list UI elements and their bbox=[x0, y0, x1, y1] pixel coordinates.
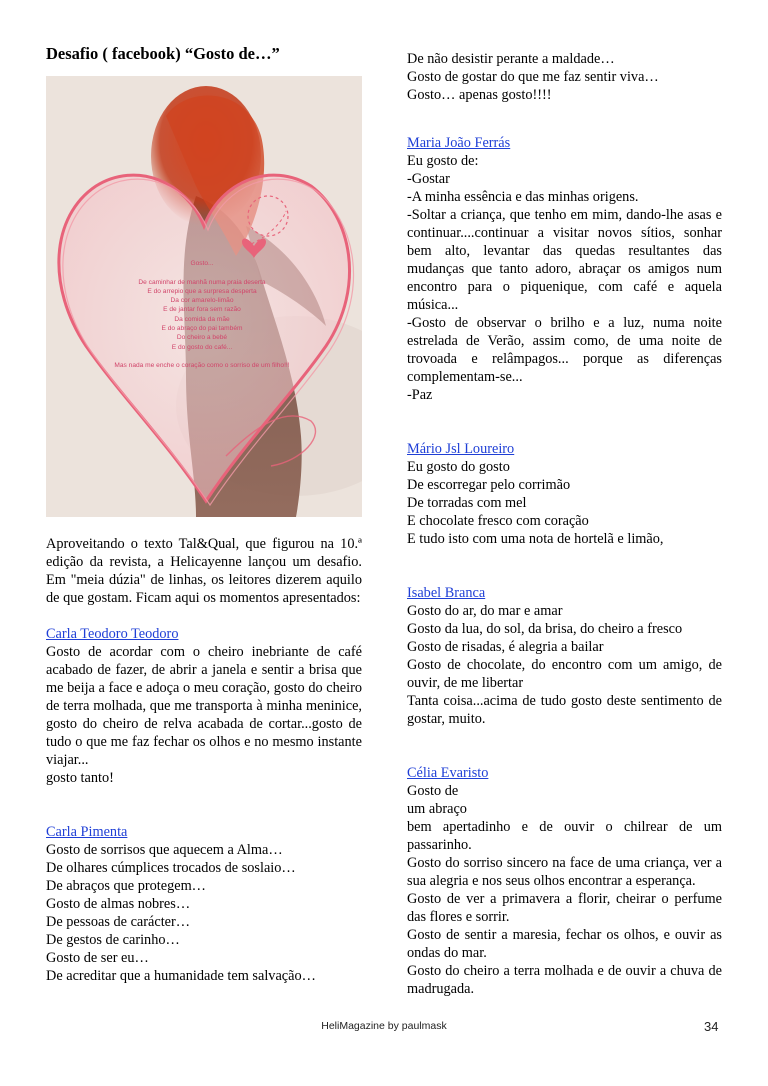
entry-text: De olhares cúmplices trocados de soslaio… bbox=[46, 860, 296, 876]
entry-text: E tudo isto com uma nota de hortelã e limão, bbox=[407, 531, 664, 547]
author-link[interactable]: Carla Pimenta bbox=[46, 824, 128, 840]
entry-text: De gestos de carinho… bbox=[46, 932, 180, 948]
page-number: 34 bbox=[704, 1019, 719, 1034]
entry-mario bbox=[407, 440, 722, 548]
entry-text: Gosto de ser eu… bbox=[46, 950, 149, 966]
entry-text: -Gostar bbox=[407, 171, 450, 187]
poem-line: E de jantar fora sem razão bbox=[163, 306, 241, 314]
article-intro: Aproveitando o texto Tal&Qual, que figurou na 10.ª edição da revista, a Helicayenne lançou um desafio. Em "meia dúzia" de linhas, os leitores dizerem aquilo de que gostam. Ficam aqui os momentos apresentados: bbox=[46, 536, 362, 606]
entry-text: gosto tanto! bbox=[46, 770, 114, 786]
entry-text: Eu gosto de: bbox=[407, 153, 479, 169]
entry-text: -Paz bbox=[407, 387, 433, 403]
entry-maria-joao bbox=[407, 134, 722, 404]
entry-text: Gosto de almas nobres… bbox=[46, 896, 191, 912]
entry-text: De acreditar que a humanidade tem salvação… bbox=[46, 968, 316, 984]
author-link[interactable]: Carla Teodoro Teodoro bbox=[46, 626, 179, 642]
entry-text: Gosto de gostar do que me faz sentir viva… bbox=[407, 69, 659, 85]
entry-continuation bbox=[407, 50, 722, 104]
entry-text: Gosto de sentir a maresia, fechar os olhos, e ouvir as ondas do mar. bbox=[407, 927, 722, 961]
entry-text: Tanta coisa...acima de tudo gosto deste sentimento de gostar, muito. bbox=[407, 693, 722, 727]
entry-text: De não desistir perante a maldade… bbox=[407, 51, 615, 67]
author-link[interactable]: Isabel Branca bbox=[407, 585, 486, 601]
entry-carla-pimenta bbox=[46, 823, 362, 985]
article-image bbox=[46, 76, 362, 517]
entry-text: De abraços que protegem… bbox=[46, 878, 206, 894]
poem-line: De caminhar de manhã numa praia deserta bbox=[138, 278, 266, 286]
entry-carla-teodoro bbox=[46, 625, 362, 787]
entry-text: Gosto do cheiro a terra molhada e de ouvir a chuva de madrugada. bbox=[407, 963, 722, 997]
image-poem bbox=[104, 259, 300, 371]
poem-line: Mas nada me enche o coração como o sorriso de um filho!!! bbox=[114, 362, 290, 370]
entry-isabel bbox=[407, 584, 722, 728]
entry-text: -A minha essência e das minhas origens. bbox=[407, 189, 639, 205]
footer-credit: HeliMagazine by paulmask bbox=[321, 1020, 447, 1032]
entry-text: Eu gosto do gosto bbox=[407, 459, 510, 475]
author-link[interactable]: Mário Jsl Loureiro bbox=[407, 441, 515, 457]
poem-line: E do gosto do café... bbox=[171, 343, 233, 351]
entry-text: -Soltar a criança, que tenho em mim, dando-lhe asas e continuar....continuar a visitar novos sítios, sonhar bem alto, levantar das quedas resultantes das mudanças que tanto adoro, abraçar os amigos num encontro para o piquenique, com café e aquela música... bbox=[407, 207, 722, 313]
article-title: Desafio ( facebook) “Gosto de…” bbox=[46, 44, 280, 63]
entry-text: Gosto de bbox=[407, 783, 459, 799]
entry-text: E chocolate fresco com coração bbox=[407, 513, 589, 529]
poem-line: E do abraço do pai também bbox=[161, 325, 243, 333]
poem-line: Do cheiro a bebé bbox=[176, 334, 228, 342]
poem-line: Da cor amarelo-limão bbox=[170, 297, 234, 305]
entry-text: Gosto da lua, do sol, da brisa, do cheiro a fresco bbox=[407, 621, 683, 637]
right-column bbox=[407, 50, 722, 998]
entry-text: De pessoas de carácter… bbox=[46, 914, 191, 930]
entry-text: Gosto de sorrisos que aquecem a Alma… bbox=[46, 842, 283, 858]
poem-line bbox=[104, 268, 300, 277]
entry-text: Gosto de chocolate, do encontro com um amigo, de ouvir, de me libertar bbox=[407, 657, 722, 691]
entry-text: bem apertadinho e de ouvir o chilrear de um passarinho. bbox=[407, 819, 722, 853]
entry-text: Gosto do ar, do mar e amar bbox=[407, 603, 563, 619]
entry-text: De torradas com mel bbox=[407, 495, 527, 511]
entry-text: um abraço bbox=[407, 801, 467, 817]
entry-text: Gosto do sorriso sincero na face de uma criança, ver a sua alegria e nos seus olhos encontrar a esperança. bbox=[407, 855, 722, 889]
author-link[interactable]: Maria João Ferrás bbox=[407, 135, 511, 151]
poem-line: Da comida da mãe bbox=[174, 315, 230, 323]
poem-line: E do arrepio que a surpresa desperta bbox=[147, 287, 257, 295]
author-link[interactable]: Célia Evaristo bbox=[407, 765, 489, 781]
poem-line: Gosto... bbox=[190, 260, 214, 267]
entry-celia bbox=[407, 764, 722, 998]
entry-text: Gosto de ver a primavera a florir, cheirar o perfume das flores e sorrir. bbox=[407, 891, 722, 925]
entry-text: Gosto de risadas, é alegria a bailar bbox=[407, 639, 604, 655]
entry-text: -Gosto de observar o brilho e a luz, numa noite estrelada de Verão, assim como, de uma noite de trovoada e relâmpagos... porque as diferenças complementam-se... bbox=[407, 315, 722, 385]
left-column bbox=[46, 44, 362, 985]
entry-text: De escorregar pelo corrimão bbox=[407, 477, 571, 493]
entry-text: Gosto de acordar com o cheiro inebriante de café acabado de fazer, de abrir a janela e sentir a brisa que me beija a face e adoça o meu coração, gosto do cheiro de terra molhada, que me transporta à minha meninice, gosto do cheiro de relva acabada de cortar...gosto de tudo o que me faz fechar os olhos e no mesmo instante viajar... bbox=[46, 644, 362, 768]
poem-line bbox=[104, 352, 300, 361]
entry-text: Gosto… apenas gosto!!!! bbox=[407, 87, 552, 103]
